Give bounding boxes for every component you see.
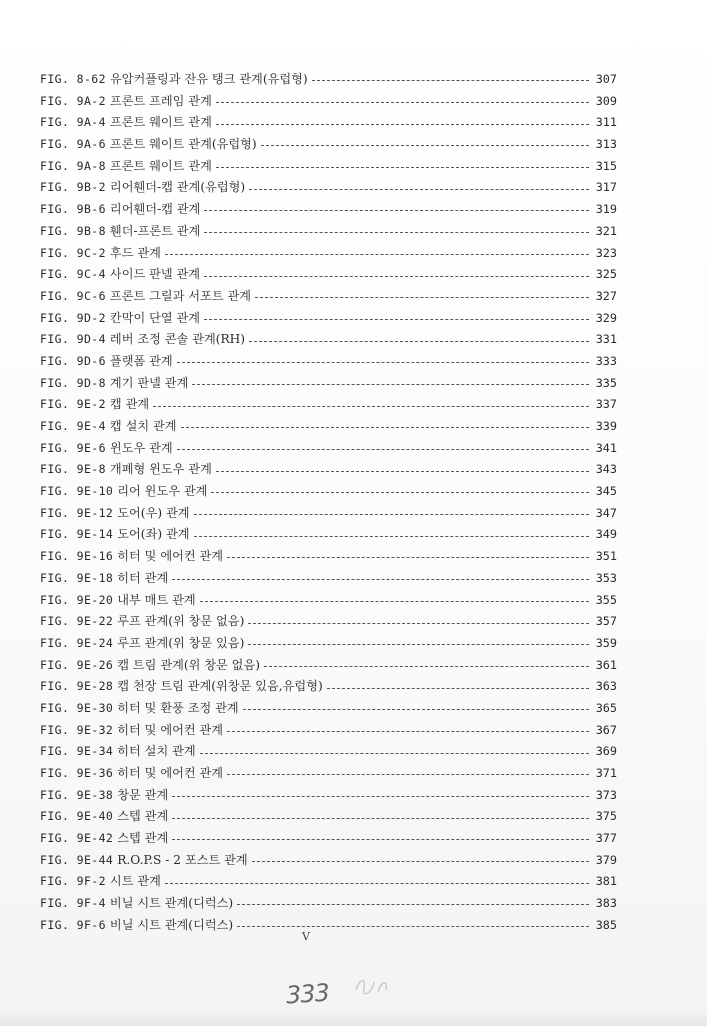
toc-title: 계기 판넬 관계	[109, 375, 189, 390]
toc-entry	[40, 893, 617, 915]
toc-entry	[40, 329, 617, 351]
toc-page-number: 339	[595, 419, 617, 433]
toc-page-number: 365	[595, 700, 617, 715]
toc-figure-number: FIG. 9E-6	[40, 440, 106, 455]
toc-leader-dashes	[200, 753, 589, 754]
toc-page-number: 331	[595, 332, 617, 347]
toc-leader-dashes	[216, 102, 589, 103]
toc-figure-number: FIG. 9E-26	[40, 657, 114, 672]
toc-title: 비닐 시트 관계(디럭스)	[109, 917, 234, 932]
toc-leader-dashes	[181, 427, 589, 428]
toc-figure-number: FIG. 9A-6	[40, 137, 106, 152]
toc-page-number: 359	[595, 635, 617, 650]
toc-page-number: 351	[595, 549, 617, 564]
toc-figure-number: FIG. 9E-12	[40, 505, 114, 520]
toc-entry	[40, 546, 617, 568]
toc-entry	[40, 69, 617, 91]
toc-leader-dashes	[248, 644, 589, 645]
toc-leader-dashes	[194, 514, 590, 515]
toc-leader-dashes	[172, 796, 589, 797]
toc-figure-number: FIG. 9C-6	[40, 288, 106, 303]
toc-entry	[40, 438, 617, 460]
toc-figure-number: FIG. 9B-8	[40, 223, 106, 238]
toc-figure-number: FIG. 9E-44	[40, 852, 114, 867]
toc-page-number: 373	[595, 787, 617, 802]
toc-page-number: 321	[595, 223, 617, 238]
toc-title: 프론트 웨이트 관계	[109, 115, 212, 130]
toc-figure-number: FIG. 9D-6	[40, 353, 106, 368]
toc-page-number: 381	[595, 874, 617, 889]
toc-title: 캡 천장 트림 관계(위창문 있음,유럽형)	[117, 679, 323, 694]
toc-entry	[40, 590, 617, 612]
toc-leader-dashes	[312, 80, 589, 81]
toc-title: 윈도우 관계	[109, 440, 173, 455]
toc-page-number: 329	[595, 310, 617, 325]
toc-entry	[40, 806, 617, 828]
toc-title: 개폐형 윈도우 관계	[109, 462, 212, 477]
toc-entry	[40, 394, 617, 416]
toc-page-number: 325	[595, 267, 617, 282]
toc-entry	[40, 351, 617, 373]
toc-figure-number: FIG. 9F-2	[40, 874, 106, 889]
toc-figure-number: FIG. 9E-28	[40, 679, 114, 694]
toc-page-number: 335	[595, 375, 617, 390]
toc-title: 도어(좌) 관계	[117, 527, 190, 542]
toc-leader-dashes	[216, 167, 589, 168]
toc-leader-dashes	[200, 601, 589, 602]
toc-page-number: 363	[595, 679, 617, 694]
toc-title: 히터 및 에어컨 관계	[117, 766, 224, 780]
toc-title: 프론트 그릴과 서포트 관계	[109, 288, 252, 303]
toc-title: 후드 관계	[109, 245, 161, 260]
toc-page-number: 361	[595, 657, 617, 672]
toc-figure-number: FIG. 9E-34	[40, 744, 114, 759]
toc-figure-number: FIG. 9F-6	[40, 917, 106, 932]
toc-title: 리어 윈도우 관계	[117, 484, 208, 499]
toc-entry	[40, 568, 617, 590]
toc-entry	[40, 785, 617, 807]
toc-page-number: 369	[595, 744, 617, 759]
toc-leader-dashes	[177, 362, 589, 363]
toc-page-number: 349	[595, 527, 617, 542]
toc-figure-number: FIG. 9A-2	[40, 93, 106, 108]
toc-entry	[40, 243, 617, 265]
toc-figure-number: FIG. 8-62	[40, 72, 106, 86]
toc-title: 시트 관계	[109, 874, 161, 889]
toc-entry	[40, 221, 617, 243]
toc-figure-number: FIG. 9F-4	[40, 896, 106, 911]
scan-edge-shadow	[0, 1010, 707, 1026]
toc-entry	[40, 503, 617, 525]
toc-entry	[40, 676, 617, 698]
toc-title: 프론트 웨이트 관계(유럽형)	[109, 137, 257, 152]
toc-leader-dashes	[204, 319, 589, 320]
toc-entry	[40, 264, 617, 286]
toc-figure-number: FIG. 9E-10	[40, 484, 114, 499]
toc-title: 루프 관계(위 창문 없음)	[117, 614, 245, 629]
toc-entry	[40, 286, 617, 308]
toc-figure-number: FIG. 9D-4	[40, 332, 106, 347]
toc-title: 유압커플링과 잔유 탱크 관계(유럽형)	[109, 72, 308, 86]
toc-entry	[40, 611, 617, 633]
toc-figure-number: FIG. 9E-2	[40, 397, 106, 412]
toc-page-number: 375	[595, 809, 617, 824]
toc-entry	[40, 524, 617, 546]
toc-leader-dashes	[216, 471, 589, 472]
toc-figure-number: FIG. 9B-6	[40, 202, 106, 217]
toc-entry	[40, 199, 617, 221]
toc-figure-number: FIG. 9E-14	[40, 527, 114, 542]
toc-title: 레버 조정 콘솔 관계(RH)	[109, 332, 246, 347]
toc-page-number: 341	[595, 440, 617, 455]
toc-figure-number: FIG. 9E-4	[40, 419, 106, 433]
toc-page-number: 333	[595, 353, 617, 368]
toc-page-number: 311	[595, 115, 617, 130]
toc-entry	[40, 720, 617, 742]
toc-entry	[40, 459, 617, 481]
toc-leader-dashes	[249, 189, 589, 190]
toc-leader-dashes	[237, 904, 589, 905]
toc-title: 히터 및 에어컨 관계	[117, 722, 224, 737]
toc-entry	[40, 416, 617, 438]
table-of-contents	[40, 69, 617, 937]
toc-entry	[40, 156, 617, 178]
toc-title: 히터 및 에어컨 관계	[117, 549, 224, 564]
toc-title: 캡 관계	[109, 397, 150, 412]
toc-leader-dashes	[153, 406, 589, 407]
toc-leader-dashes	[249, 341, 589, 342]
toc-leader-dashes	[192, 384, 589, 385]
toc-entry	[40, 915, 617, 937]
toc-page-number: 357	[595, 614, 617, 629]
handwritten-page-number: 333	[285, 978, 330, 1010]
toc-page-number: 327	[595, 288, 617, 303]
toc-leader-dashes	[194, 536, 590, 537]
toc-leader-dashes	[327, 688, 589, 689]
toc-figure-number: FIG. 9E-30	[40, 700, 114, 715]
toc-title: 루프 관계(위 창문 있음)	[117, 635, 245, 650]
toc-entry	[40, 828, 617, 850]
toc-title: 히터 관계	[117, 570, 169, 585]
toc-title: 도어(우) 관계	[117, 505, 190, 520]
toc-title: 창문 관계	[117, 787, 169, 802]
toc-figure-number: FIG. 9E-40	[40, 809, 114, 824]
toc-entry	[40, 871, 617, 893]
toc-page-number: 319	[595, 202, 617, 217]
toc-entry	[40, 177, 617, 199]
toc-figure-number: FIG. 9E-20	[40, 592, 114, 607]
toc-figure-number: FIG. 9A-8	[40, 158, 106, 173]
toc-page-number: 345	[595, 484, 617, 499]
toc-leader-dashes	[255, 297, 589, 298]
toc-leader-dashes	[227, 731, 589, 732]
page-number-roman: V	[302, 930, 310, 943]
toc-page-number: 379	[595, 852, 617, 867]
toc-entry	[40, 481, 617, 503]
toc-page-number: 315	[595, 158, 617, 173]
toc-figure-number: FIG. 9E-36	[40, 766, 114, 780]
toc-page-number: 371	[595, 766, 617, 780]
toc-page-number: 347	[595, 505, 617, 520]
toc-title: 리어휀더-캡 관계(유럽형)	[109, 180, 246, 195]
toc-page-number: 355	[595, 592, 617, 607]
toc-title: 플랫폼 관계	[109, 353, 173, 368]
toc-title: 히터 및 환풍 조정 관계	[117, 700, 239, 715]
toc-leader-dashes	[172, 818, 589, 819]
toc-leader-dashes	[264, 666, 589, 667]
toc-figure-number: FIG. 9A-4	[40, 115, 106, 130]
toc-figure-number: FIG. 9E-22	[40, 614, 114, 629]
toc-page-number: 317	[595, 180, 617, 195]
toc-title: 비닐 시트 관계(디럭스)	[109, 896, 234, 911]
toc-entry	[40, 741, 617, 763]
toc-title: R.O.P.S - 2 포스트 관계	[117, 852, 248, 867]
toc-page-number: 377	[595, 831, 617, 846]
toc-page-number: 343	[595, 462, 617, 477]
toc-figure-number: FIG. 9D-8	[40, 375, 106, 390]
toc-figure-number: FIG. 9E-42	[40, 831, 114, 846]
toc-title: 캡 설치 관계	[109, 419, 177, 433]
toc-leader-dashes	[204, 210, 589, 211]
toc-figure-number: FIG. 9C-2	[40, 245, 106, 260]
toc-leader-dashes	[237, 926, 589, 927]
toc-title: 휀더-프론트 관계	[109, 223, 201, 238]
toc-title: 칸막이 단열 관계	[109, 310, 201, 325]
toc-entry	[40, 655, 617, 677]
toc-title: 스텝 관계	[117, 831, 169, 846]
toc-leader-dashes	[204, 276, 589, 277]
toc-page-number: 313	[595, 137, 617, 152]
toc-leader-dashes	[243, 709, 589, 710]
toc-leader-dashes	[165, 883, 589, 884]
toc-page-number: 383	[595, 896, 617, 911]
toc-leader-dashes	[177, 449, 589, 450]
toc-entry	[40, 373, 617, 395]
toc-leader-dashes	[248, 623, 589, 624]
toc-entry	[40, 763, 617, 785]
toc-figure-number: FIG. 9E-18	[40, 570, 114, 585]
toc-title: 프론트 웨이트 관계	[109, 158, 212, 173]
toc-page-number: 337	[595, 397, 617, 412]
toc-figure-number: FIG. 9D-2	[40, 310, 106, 325]
toc-entry	[40, 850, 617, 872]
toc-leader-dashes	[227, 774, 589, 775]
toc-entry	[40, 134, 617, 156]
toc-entry	[40, 308, 617, 330]
toc-figure-number: FIG. 9B-2	[40, 180, 106, 195]
toc-figure-number: FIG. 9C-4	[40, 267, 106, 282]
faint-handwriting-mark	[352, 972, 392, 998]
toc-leader-dashes	[172, 579, 589, 580]
toc-title: 히터 설치 관계	[117, 744, 196, 759]
toc-title: 캡 트림 관계(위 창문 없음)	[117, 657, 260, 672]
toc-figure-number: FIG. 9E-16	[40, 549, 114, 564]
toc-page-number: 353	[595, 570, 617, 585]
toc-leader-dashes	[252, 861, 589, 862]
toc-leader-dashes	[227, 557, 589, 558]
toc-page-number: 307	[595, 72, 617, 86]
toc-figure-number: FIG. 9E-38	[40, 787, 114, 802]
toc-page-number: 309	[595, 93, 617, 108]
toc-leader-dashes	[165, 254, 589, 255]
toc-page-number: 367	[595, 722, 617, 737]
toc-entry	[40, 112, 617, 134]
toc-leader-dashes	[172, 839, 589, 840]
toc-title: 프론트 프레임 관계	[109, 93, 212, 108]
toc-leader-dashes	[261, 145, 589, 146]
toc-leader-dashes	[211, 492, 589, 493]
toc-figure-number: FIG. 9E-32	[40, 722, 114, 737]
toc-page-number: 323	[595, 245, 617, 260]
toc-figure-number: FIG. 9E-8	[40, 462, 106, 477]
toc-leader-dashes	[216, 124, 589, 125]
toc-figure-number: FIG. 9E-24	[40, 635, 114, 650]
toc-leader-dashes	[204, 232, 589, 233]
toc-title: 사이드 판넬 관계	[109, 267, 201, 282]
toc-title: 스텝 관계	[117, 809, 169, 824]
toc-entry	[40, 91, 617, 113]
toc-title: 리어휀더-캡 관계	[109, 202, 201, 217]
toc-page-number: 385	[595, 917, 617, 932]
toc-entry	[40, 698, 617, 720]
toc-entry	[40, 633, 617, 655]
toc-title: 내부 매트 관계	[117, 592, 196, 607]
